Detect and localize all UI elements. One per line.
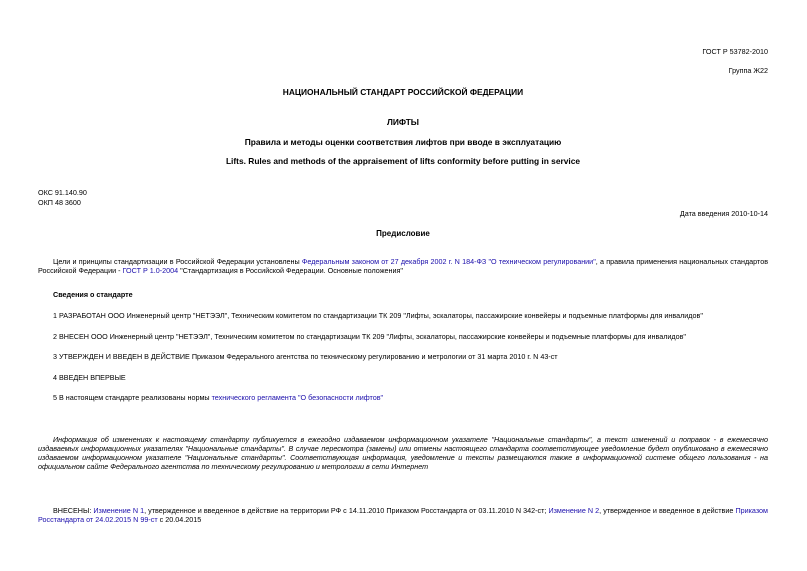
amend-text-4: с 20.04.2015 [157, 515, 202, 524]
group-code: Группа Ж22 [728, 66, 768, 75]
amend-text-3: , утвержденное и введенное в действие [599, 506, 736, 515]
amend-text-2: , утвержденное и введенное в действие на территории РФ с 14.11.2010 Приказом Росстандарта от 03.11.2010 N 342-ст; [144, 506, 549, 515]
info-heading: Сведения о стандарте [53, 290, 133, 299]
foreword-paragraph [38, 257, 768, 275]
title-russian: Правила и методы оценки соответствия лифтов при вводе в эксплуатацию [244, 137, 562, 147]
subject-title: ЛИФТЫ [386, 117, 420, 127]
amend-text-1: ВНЕСЕНЫ: [53, 506, 94, 515]
okp-code: ОКП 48 3600 [38, 198, 81, 207]
gost-number: ГОСТ Р 53782-2010 [702, 47, 768, 56]
foreword-text-1: Цели и принципы стандартизации в Российской Федерации установлены [53, 257, 302, 266]
title-english: Lifts. Rules and methods of the appraisement of lifts conformity before putting in service [225, 156, 581, 166]
tech-regulation-law-link[interactable]: "О техническом регулировании" [488, 257, 596, 266]
amendment-2-link[interactable]: Изменение N 2 [548, 506, 600, 515]
rosstandart-order-link[interactable]: Приказом Росстандарта от 24.02.2015 N 99-ст [38, 506, 768, 524]
gost-r-1-0-link[interactable]: ГОСТ Р 1.0-2004 [122, 266, 179, 275]
national-standard-title: НАЦИОНАЛЬНЫЙ СТАНДАРТ РОССИЙСКОЙ ФЕДЕРАЦИИ [282, 87, 524, 97]
info-item-4: 4 ВВЕДЕН ВПЕРВЫЕ [53, 373, 126, 382]
info-item-5-text: 5 В настоящем стандарте реализованы нормы [53, 393, 212, 402]
intro-date: Дата введения 2010-10-14 [679, 209, 768, 218]
info-item-5 [53, 393, 768, 402]
changes-notice: Информация об изменениях к настоящему стандарту публикуется в ежегодно издаваемом информационном указателе "Национальные стандарты", а текст изменений и поправок - в ежемесячно издаваемых информационных указателях "Национальные стандарты". В случае пересмотра (замены) или отмены настоящего стандарта соответствующее уведомление будет опубликовано в ежемесячно издаваемом информационном указателе "Национальные стандарты". Соответствующая информация, уведомление и тексты размещаются также в информационной системе общего пользования - на официальном сайте Федерального агентства по техническому регулированию и метрологии в сети Интернет [38, 435, 768, 471]
info-item-1: 1 РАЗРАБОТАН ООО Инженерный центр "НЕТЭЭЛ", Техническим комитетом по стандартизации ТК 209 "Лифты, эскалаторы, пассажирские конвейеры и подъемные платформы для инвалидов" [53, 311, 703, 320]
amendments-paragraph [38, 506, 768, 524]
info-item-2: 2 ВНЕСЕН ООО Инженерный центр "НЕТЭЭЛ", Техническим комитетом по стандартизации ТК 209 "Лифты, эскалаторы, пассажирские конвейеры и подъемные платформы для инвалидов" [53, 332, 686, 341]
federal-law-link[interactable]: Федеральным законом от 27 декабря 2002 г. N 184-ФЗ [301, 257, 487, 266]
oks-code: ОКС 91.140.90 [38, 188, 87, 197]
amendment-1-link[interactable]: Изменение N 1 [93, 506, 145, 515]
lift-safety-regulation-link[interactable]: технического регламента "О безопасности лифтов" [211, 393, 384, 402]
foreword-heading: Предисловие [376, 229, 430, 238]
foreword-text-4: "Стандартизация в Российской Федерации. Основные положения" [178, 266, 403, 275]
foreword-text-3: , а правила применения национальных стандартов Российской Федерации - [38, 257, 769, 275]
info-item-3: 3 УТВЕРЖДЕН И ВВЕДЕН В ДЕЙСТВИЕ Приказом Федерального агентства по техническому регулированию и метрологии от 31 марта 2010 г. N 43-ст [53, 352, 558, 361]
